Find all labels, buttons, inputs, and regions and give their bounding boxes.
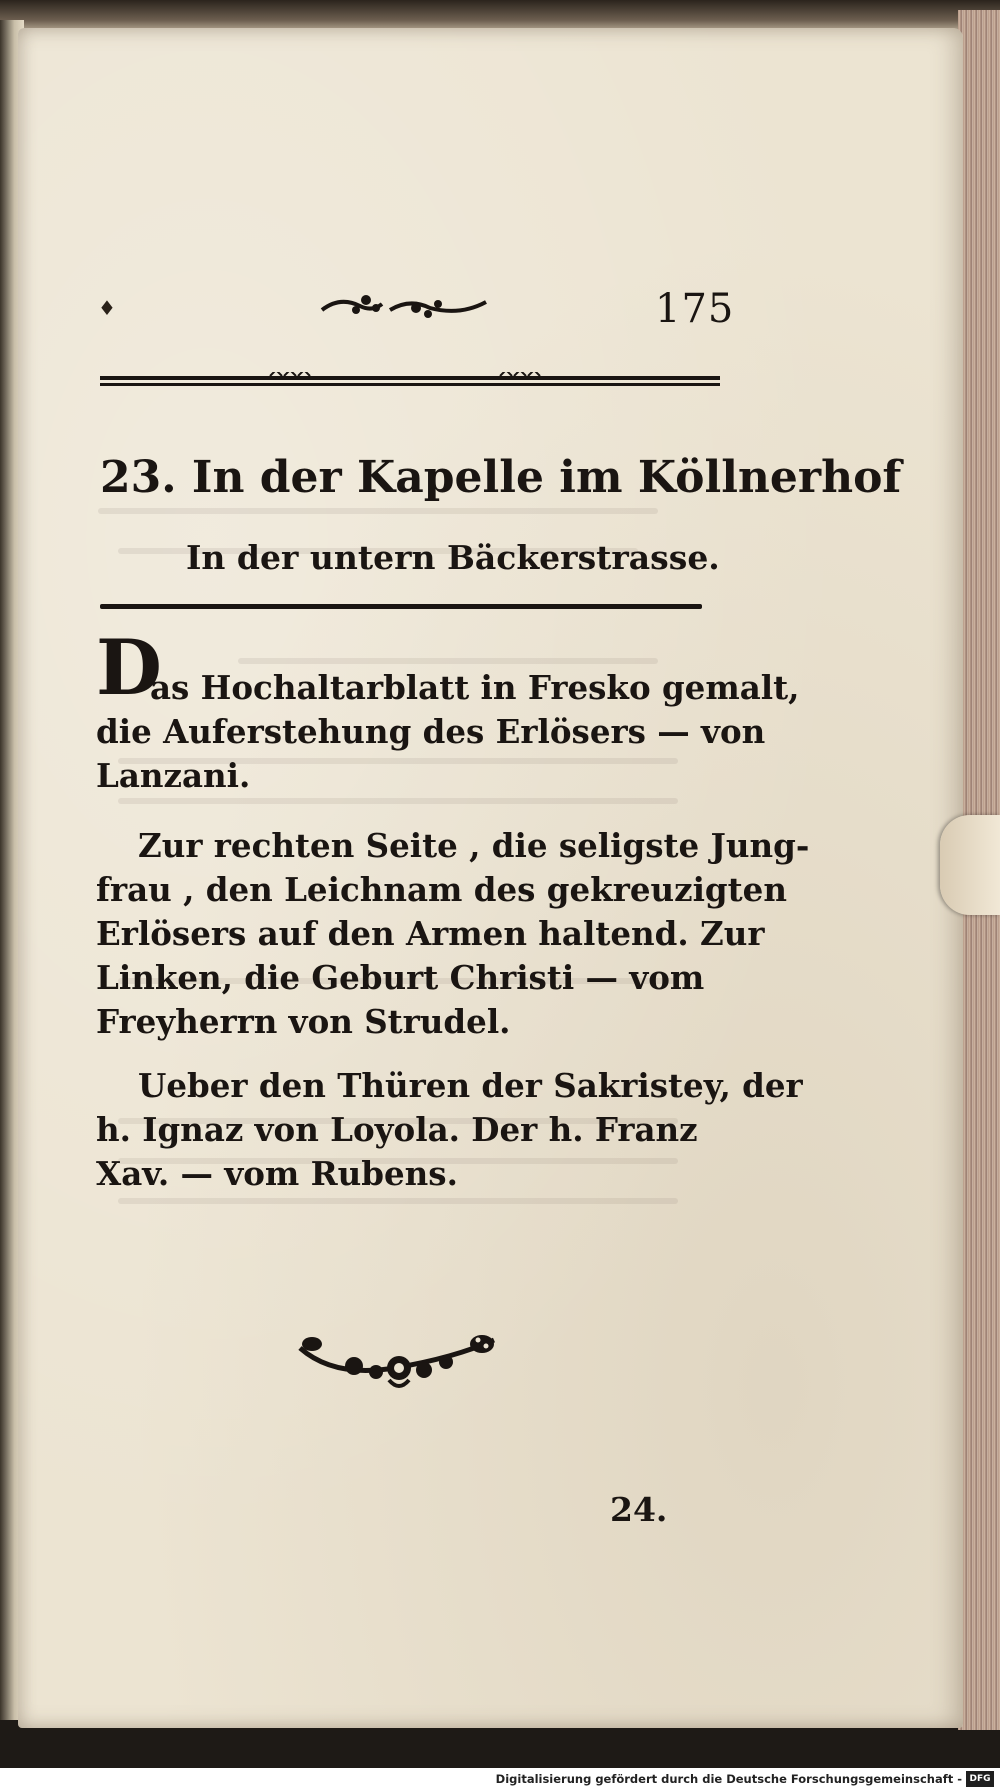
page-number: 175 [655, 286, 735, 332]
floral-tailpiece-ornament [294, 1328, 504, 1398]
text-line: as Hochaltarblatt in Fresko gemalt, [150, 668, 800, 707]
catchword: 24. [610, 1490, 668, 1529]
title-rule [100, 604, 702, 609]
drop-capital: D [96, 623, 162, 712]
double-rule-ornament [100, 372, 720, 392]
text-line: Lanzani. [96, 756, 251, 795]
digitization-credit: Digitalisierung gefördert durch die Deutsche Forschungsgemeinschaft - [495, 1772, 962, 1786]
text-line: Freyherrn von Strudel. [96, 1002, 511, 1041]
header-flourish-ornament [320, 286, 490, 326]
bookmark-tab [940, 815, 1000, 915]
text-line: Xav. — vom Rubens. [96, 1154, 458, 1193]
section-title: 23. In der Kapelle im Köllnerhof [100, 452, 902, 503]
text-line: Zur rechten Seite , die seligste Jung- [138, 826, 810, 865]
text-line: frau , den Leichnam des gekreuzigten [96, 870, 787, 909]
text-line: Ueber den Thüren der Sakristey, der [138, 1066, 803, 1105]
text-line: die Auferstehung des Erlösers — von [96, 712, 766, 751]
text-line: Erlösers auf den Armen haltend. Zur [96, 914, 765, 953]
text-line: h. Ignaz von Loyola. Der h. Franz [96, 1110, 698, 1149]
printer-mark: ♦ [98, 296, 116, 320]
text-line: Linken, die Geburt Christi — vom [96, 958, 705, 997]
dfg-logo: DFG [966, 1771, 994, 1787]
section-subtitle: In der untern Bäckerstrasse. [186, 538, 720, 577]
